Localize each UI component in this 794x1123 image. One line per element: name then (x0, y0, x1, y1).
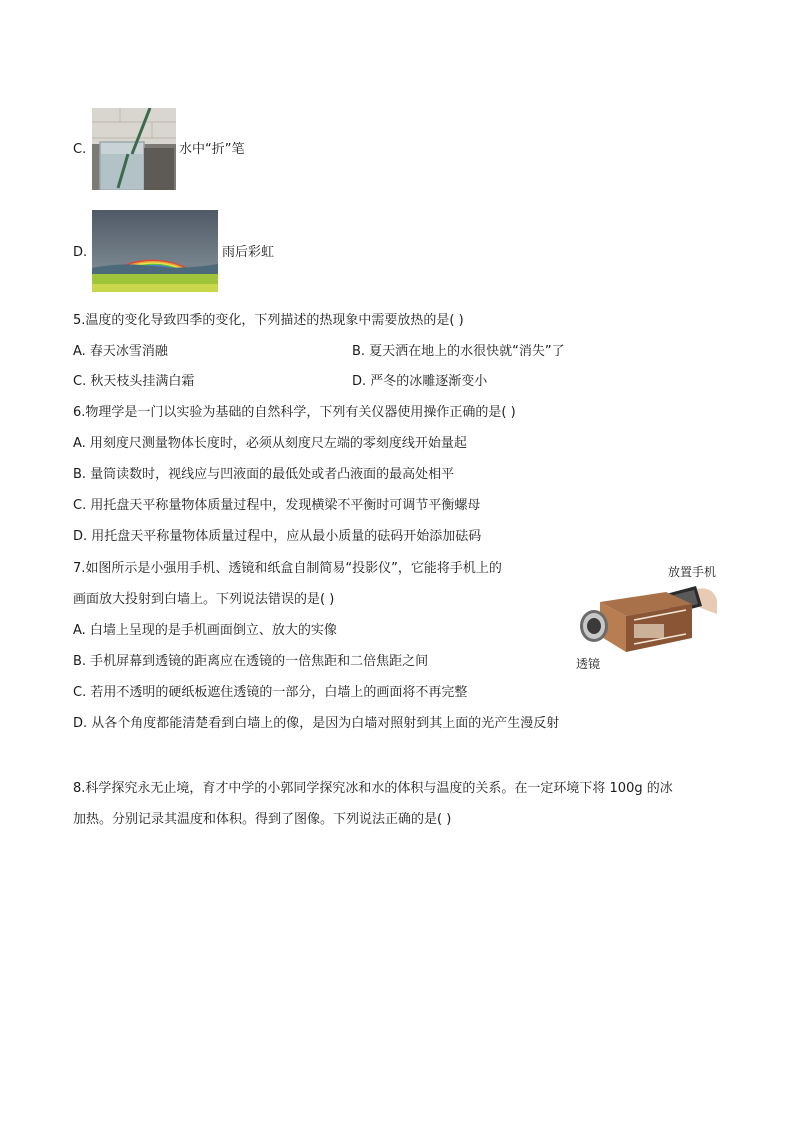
q6-option-c: C. 用托盘天平称量物体质量过程中，发现横梁不平衡时可调节平衡螺母 (73, 498, 481, 513)
q7-option-a: A. 白墙上呈现的是手机画面倒立、放大的实像 (73, 623, 337, 638)
q7-stem-line1: 7.如图所示是小强用手机、透镜和纸盒自制简易“投影仪”，它能将手机上的 (73, 561, 502, 576)
q7-stem-line2: 画面放大投射到白墙上。下列说法错误的是( ) (73, 592, 335, 607)
q4-option-d-letter: D. (73, 245, 88, 260)
pencil-in-water-image (92, 108, 176, 190)
q6-option-b: B. 量筒读数时，视线应与凹液面的最低处或者凸液面的最高处相平 (73, 467, 455, 482)
q7-option-c: C. 若用不透明的硬纸板遮住透镜的一部分，白墙上的画面将不再完整 (73, 685, 468, 700)
q5-option-b: B. 夏天洒在地上的水很快就“消失”了 (352, 344, 565, 359)
rainbow-image (92, 210, 218, 292)
q7-option-b: B. 手机屏幕到透镜的距离应在透镜的一倍焦距和二倍焦距之间 (73, 654, 429, 669)
q6-stem: 6.物理学是一门以实验为基础的自然科学，下列有关仪器使用操作正确的是( ) (73, 405, 516, 420)
q7-label-phone: 放置手机 (668, 565, 717, 579)
q6-option-d: D. 用托盘天平称量物体质量过程中，应从最小质量的砝码开始添加砝码 (73, 529, 482, 544)
q8-stem-line2: 加热。分别记录其温度和体积。得到了图像。下列说法正确的是( ) (73, 812, 452, 827)
q7-option-d: D. 从各个角度都能清楚看到白墙上的像，是因为白墙对照射到其上面的光产生漫反射 (73, 716, 560, 731)
q4-option-d-caption: 雨后彩虹 (222, 245, 275, 260)
q5-option-c: C. 秋天枝头挂满白霜 (73, 374, 195, 389)
q4-option-c-caption: 水中“折”笔 (179, 142, 245, 157)
q5-option-d: D. 严冬的冰雕逐渐变小 (352, 374, 488, 389)
q5-option-a: A. 春天冰雪消融 (73, 344, 168, 359)
q6-option-a: A. 用刻度尺测量物体长度时，必须从刻度尺左端的零刻度线开始量起 (73, 436, 467, 451)
projector-image (574, 580, 718, 654)
q5-stem: 5.温度的变化导致四季的变化，下列描述的热现象中需要放热的是( ) (73, 313, 464, 328)
q4-option-c-letter: C. (73, 142, 87, 157)
q7-label-lens: 透镜 (576, 657, 601, 671)
q8-stem-line1: 8.科学探究永无止境，育才中学的小郭同学探究冰和水的体积与温度的关系。在一定环境下将 100g 的冰 (73, 781, 673, 796)
